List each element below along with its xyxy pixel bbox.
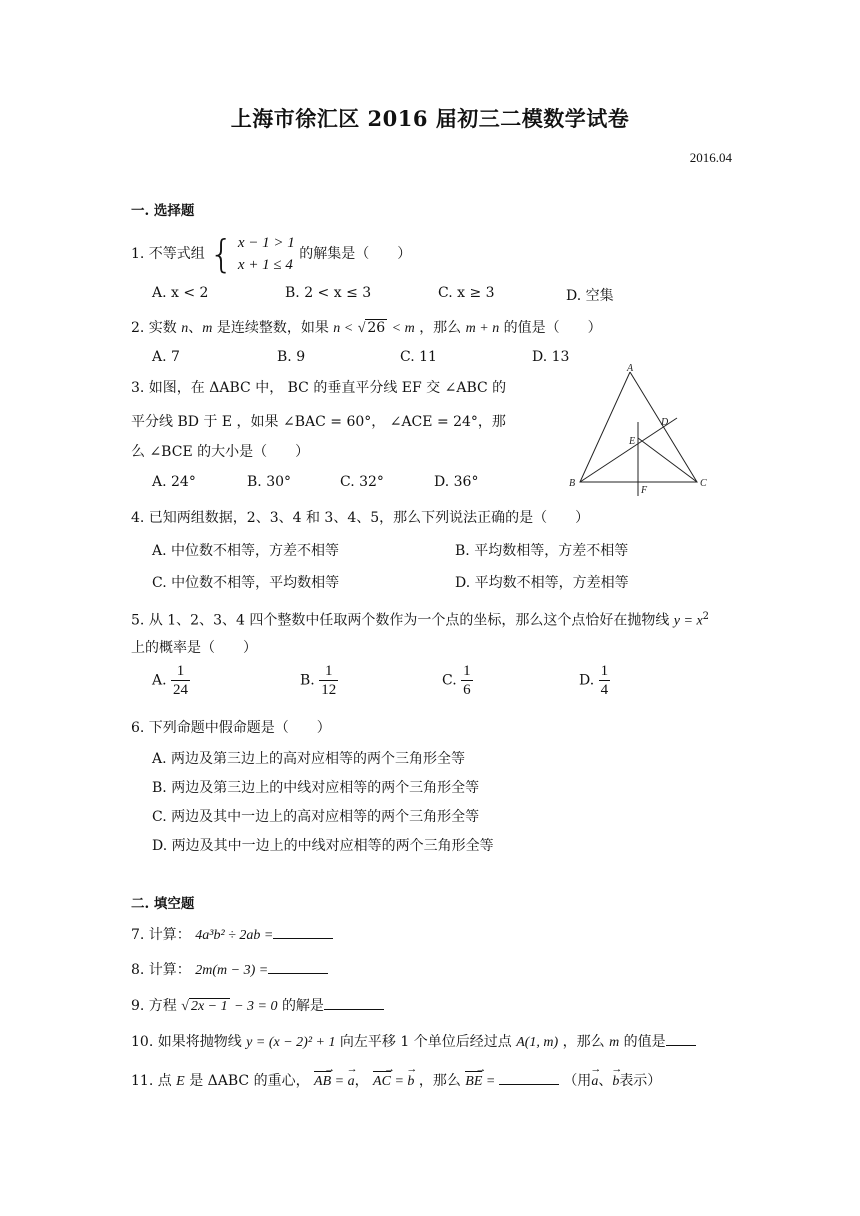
q3-line-3: 么 ∠BCE 的大小是（ ） (131, 444, 310, 460)
q5-option-c (442, 662, 473, 699)
section-fill-in: 二. 填空题 (131, 896, 195, 912)
q8-label: 8. 计算： (131, 962, 191, 978)
q2-text-d: 的值是（ ） (503, 320, 602, 336)
q10-text-c: ，那么 (562, 1034, 605, 1050)
q5-option-d-den: 4 (600, 682, 609, 698)
q8-expr: 2m(m − 3) = (195, 963, 269, 978)
q2-text-c: ，那么 (419, 320, 462, 336)
section-choice: 一. 选择题 (131, 203, 195, 219)
question-7 (131, 925, 333, 946)
question-4: 4. 已知两组数据，2、3、4 和 3、4、5，那么下列说法正确的是（ ） (131, 510, 590, 526)
q1-ineq-1: x − 1 > 1 (237, 235, 295, 251)
page-title: 上海市徐汇区 2016 届初三二模数学试卷 (230, 106, 630, 131)
segment-ce (638, 438, 697, 482)
q10-var-m: m (609, 1035, 620, 1050)
q3-option-b: B. 30° (247, 474, 292, 490)
label-c: C (700, 478, 707, 489)
q3-option-a: A. 24° (152, 474, 196, 490)
label-d: D (661, 417, 669, 428)
q2-option-d: D. 13 (532, 349, 570, 365)
label-e: E (629, 436, 636, 447)
q5-option-a-label: A. (152, 672, 167, 689)
q1-option-d: D. 空集 (566, 288, 614, 304)
q11-vector-a-2: a → (591, 1072, 598, 1092)
q3-option-c: C. 32° (340, 474, 384, 490)
question-11: 11. 点 E 是 ΔABC 的重心， AB → = a →， AC → = b → ，那么 BE → = （用a →、b →表示） (131, 1071, 661, 1092)
q5-option-b-den: 12 (321, 682, 337, 698)
q9-rest: − 3 = 0 (234, 999, 278, 1014)
q5-line-2: 上的概率是（ ） (131, 640, 257, 656)
q5-exponent: 2 (702, 611, 710, 622)
question-2: 2. 实数 n、m 是连续整数，如果 n < √ 26 < m ，那么 m + n 的值是（ ） (131, 320, 602, 336)
q5-parabola: y = x (673, 613, 703, 629)
q5-option-d-label: D. (579, 672, 595, 689)
question-10 (131, 1032, 696, 1053)
q9-label: 9. 方程 (131, 998, 177, 1014)
q10-text-d: 的值是 (623, 1034, 666, 1050)
q2-sep: 、 (188, 320, 203, 336)
q1-tail: 的解集是（ ） (299, 246, 412, 262)
q2-expr: m + n (465, 321, 500, 336)
q4-option-d: D. 平均数不相等，方差相等 (455, 575, 629, 591)
q1-brace: { (209, 232, 234, 276)
q5-option-b (300, 662, 338, 699)
q9-radicand: 2x − 1 (190, 999, 228, 1014)
q11-vector-b: b → (407, 1072, 414, 1092)
q2-option-b: B. 9 (277, 349, 306, 365)
q7-answer-blank[interactable] (273, 938, 333, 939)
q3-line-2: 平分线 BD 于 E ，如果 ∠BAC = 60°， ∠ACE = 24°，那 (131, 414, 506, 430)
label-f: F (641, 485, 648, 496)
q3-line-1: 3. 如图，在 ΔABC 中， BC 的垂直平分线 EF 交 ∠ABC 的 (131, 380, 507, 396)
q2-var-m: m (202, 321, 213, 336)
q5-option-b-label: B. (300, 672, 315, 689)
q6-option-c: C. 两边及其中一边上的高对应相等的两个三角形全等 (152, 809, 480, 825)
q11-text-e: 表示） (619, 1073, 662, 1089)
q3-option-d: D. 36° (434, 474, 479, 490)
q2-var-n: n (181, 321, 189, 336)
q4-option-a: A. 中位数不相等，方差不相等 (152, 543, 340, 559)
q11-vector-ac: AC → (373, 1072, 391, 1092)
q2-ineq-left: n < (333, 321, 354, 336)
q7-label: 7. 计算： (131, 927, 191, 943)
q6-option-a: A. 两边及第三边上的高对应相等的两个三角形全等 (152, 751, 466, 767)
q4-option-c: C. 中位数不相等，平均数相等 (152, 575, 340, 591)
q7-expr: 4a³b² ÷ 2ab = (195, 928, 274, 943)
q5-line-1 (131, 607, 709, 632)
q5-option-d (579, 662, 610, 699)
q2-text-b: 是连续整数，如果 (216, 320, 329, 336)
q10-text-a: 10. 如果将抛物线 (131, 1034, 242, 1050)
q3-triangle-figure (565, 362, 715, 498)
question-1 (131, 232, 411, 276)
q2-option-a: A. 7 (152, 349, 180, 365)
q5-option-b-num: 1 (319, 662, 338, 681)
q11-vector-be: BE → (465, 1072, 482, 1092)
q10-expr: y = (x − 2)² + 1 (246, 1035, 336, 1050)
q11-text-b: 是 ΔABC 的重心， (189, 1073, 310, 1089)
exam-date: 2016.04 (689, 150, 732, 165)
q11-vector-a: a → (348, 1072, 355, 1092)
label-a: A (627, 363, 634, 374)
q11-text-c: ，那么 (418, 1073, 461, 1089)
q1-option-c: C. x ≥ 3 (438, 285, 495, 301)
question-9: 9. 方程 √ 2x − 1 − 3 = 0 的解是 (131, 996, 384, 1017)
q11-vector-b-2: b → (612, 1072, 619, 1092)
q5-option-a-num: 1 (171, 662, 190, 681)
q5-option-d-num: 1 (600, 663, 609, 679)
q2-option-c: C. 11 (400, 349, 437, 365)
q6-option-b: B. 两边及第三边上的中线对应相等的两个三角形全等 (152, 780, 480, 796)
q11-vector-ab: AB → (314, 1072, 331, 1092)
q2-radicand: 26 (367, 320, 386, 336)
question-6: 6. 下列命题中假命题是（ ） (131, 720, 331, 736)
q2-ineq-right: < m (391, 321, 415, 336)
q5-option-a (152, 662, 190, 699)
q11-answer-blank[interactable] (499, 1084, 559, 1085)
q11-text-d: （用 (563, 1073, 592, 1089)
q11-text-a: 11. 点 (131, 1073, 172, 1089)
question-8 (131, 960, 328, 981)
label-b: B (569, 478, 576, 489)
q10-text-b: 向左平移 1 个单位后经过点 (339, 1034, 512, 1050)
q6-option-d: D. 两边及其中一边上的中线对应相等的两个三角形全等 (152, 838, 494, 854)
q1-ineq-2: x + 1 ≤ 4 (237, 257, 293, 273)
q1-inequality-system (209, 232, 295, 276)
q5-option-c-den: 6 (463, 682, 471, 698)
q9-tail: 的解是 (281, 998, 324, 1014)
q2-text-a: 2. 实数 (131, 320, 177, 336)
q9-answer-blank[interactable] (324, 1009, 384, 1010)
q10-answer-blank[interactable] (666, 1045, 696, 1046)
q5-option-a-den: 24 (173, 682, 189, 698)
q1-option-a: A. x < 2 (152, 285, 209, 301)
q1-number: 1. 不等式组 (131, 246, 205, 262)
q5-option-c-num: 1 (463, 663, 471, 679)
q5-option-c-label: C. (442, 672, 457, 689)
q11-point-e: E (176, 1074, 185, 1089)
q1-option-b: B. 2 < x ≤ 3 (285, 285, 372, 301)
q5-text: 5. 从 1、2、3、4 四个整数中任取两个数作为一个点的坐标，那么这个点恰好在抛物线 (131, 612, 670, 629)
q4-option-b: B. 平均数相等，方差不相等 (455, 543, 629, 559)
q8-answer-blank[interactable] (268, 973, 328, 974)
q10-point: A(1, m) (516, 1035, 559, 1050)
